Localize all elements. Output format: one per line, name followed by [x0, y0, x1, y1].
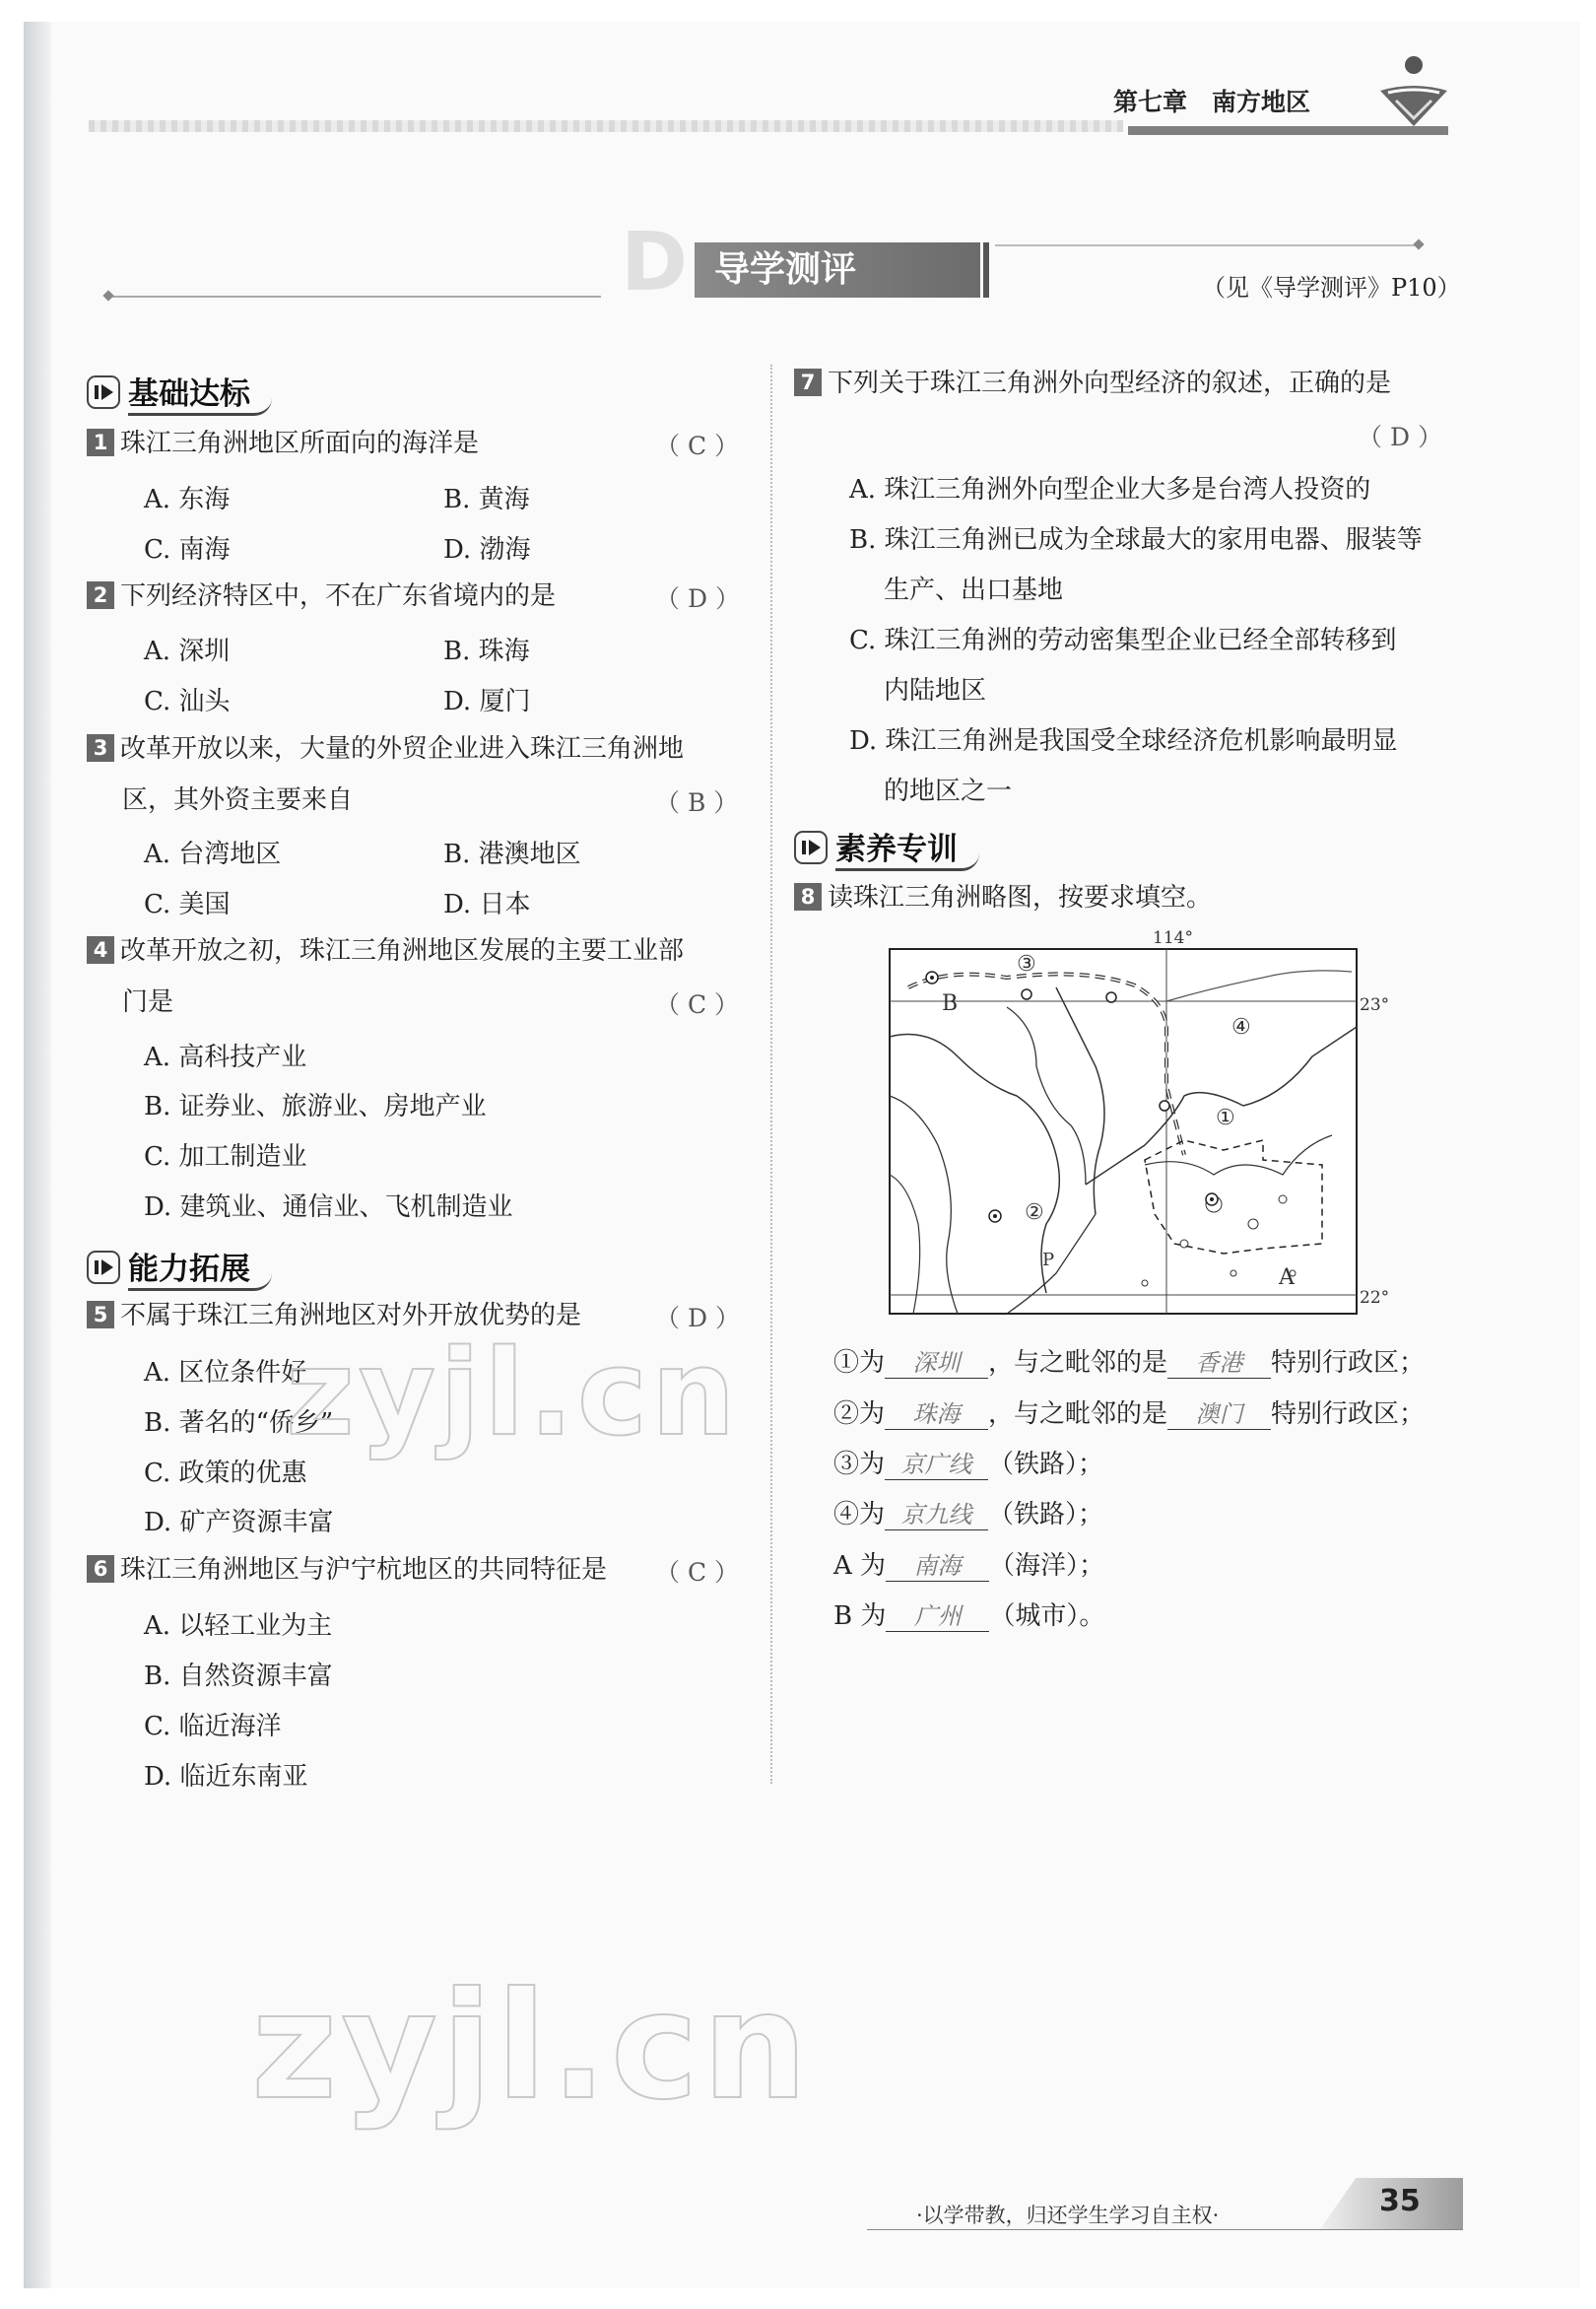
answer-4: （ C ）: [655, 990, 740, 1019]
fill-middle: ，与之毗邻的是: [988, 1399, 1168, 1429]
fill-suffix: （铁路）；: [988, 1500, 1104, 1529]
map-latitude-22-label: 22°: [1360, 1288, 1390, 1308]
option-7a: A. 珠江三角洲外向型企业大多是台湾人投资的: [849, 475, 1371, 505]
question-number: 5: [87, 1301, 114, 1328]
fill-row-1: [833, 1342, 1425, 1379]
fill-answer-jingjiu: 京九线: [885, 1495, 988, 1530]
map-longitude-label: 114°: [1153, 928, 1193, 948]
map-marker-2: ②: [1025, 1200, 1044, 1225]
section-basic-heading: [87, 369, 272, 416]
fill-suffix: （铁路）；: [988, 1450, 1104, 1479]
section-literacy-title: 素养专训: [835, 824, 979, 871]
map-drawing: [889, 948, 1358, 1315]
answer-6: （ C ）: [655, 1558, 740, 1587]
option-3b: B. 港澳地区: [443, 840, 581, 869]
option-4b: B. 证券业、旅游业、房地产业: [144, 1092, 487, 1121]
option-6b: B. 自然资源丰富: [144, 1662, 333, 1691]
question-number: 4: [87, 936, 114, 964]
banner-end-bar: [983, 242, 989, 298]
option-5d: D. 矿产资源丰富: [144, 1508, 334, 1537]
banner-reference: （见《导学测评》P10）: [1202, 274, 1461, 302]
fill-answer-macau: 澳门: [1167, 1394, 1271, 1430]
map-latitude-23-label: 23°: [1360, 995, 1390, 1015]
question-number: 6: [87, 1555, 114, 1583]
banner-right-line: [995, 244, 1419, 246]
map-marker-a: A: [1279, 1265, 1295, 1290]
question-stem: 珠江三角洲地区所面向的海洋是: [120, 429, 480, 458]
question-4: [87, 934, 684, 968]
fill-row-5: [833, 1545, 1104, 1582]
option-1c: C. 南海: [144, 535, 231, 565]
option-7b-cont: 生产、出口基地: [884, 576, 1064, 605]
fill-middle: ，与之毗邻的是: [988, 1348, 1168, 1378]
fill-answer-jingguang: 京广线: [885, 1445, 988, 1480]
column-divider: [770, 365, 772, 1784]
banner-d-mark: D: [621, 216, 689, 309]
section-literacy-heading: [794, 824, 979, 871]
question-7: [794, 367, 1391, 400]
option-6d: D. 临近东南亚: [144, 1762, 308, 1792]
question-stem: 读珠江三角洲略图，按要求填空。: [828, 883, 1213, 913]
fill-answer-hongkong: 香港: [1167, 1343, 1271, 1379]
option-2b: B. 珠海: [443, 637, 530, 666]
answer-2: （ D ）: [655, 584, 740, 613]
question-4-line2: 门是: [122, 987, 174, 1017]
option-2d: D. 厦门: [443, 687, 531, 716]
fill-suffix: 特别行政区；: [1271, 1348, 1426, 1378]
option-7b: B. 珠江三角洲已成为全球最大的家用电器、服装等: [849, 525, 1423, 555]
section-ability-title: 能力拓展: [128, 1244, 272, 1291]
section-ability-heading: [87, 1244, 272, 1291]
fill-prefix: ④为: [833, 1500, 886, 1529]
question-stem: 改革开放以来，大量的外贸企业进入珠江三角洲地: [120, 734, 685, 764]
answer-7: （ D ）: [1358, 423, 1442, 451]
footer-line: [867, 2229, 1463, 2230]
option-7c-cont: 内陆地区: [884, 676, 987, 706]
question-8: [794, 881, 1212, 915]
option-2a: A. 深圳: [144, 637, 231, 666]
question-1: [87, 427, 479, 460]
option-4d: D. 建筑业、通信业、飞机制造业: [144, 1192, 513, 1222]
option-1b: B. 黄海: [443, 485, 530, 514]
fill-row-6: [833, 1596, 1104, 1632]
answer-5: （ D ）: [655, 1304, 740, 1332]
question-number: 8: [794, 883, 822, 911]
fill-answer-zhuhai: 珠海: [885, 1394, 988, 1430]
question-number: 7: [794, 369, 822, 396]
question-6: [87, 1553, 607, 1587]
option-3d: D. 日本: [443, 890, 531, 919]
section-arrow-icon: [87, 1251, 120, 1284]
section-basic-title: 基础达标: [128, 369, 272, 416]
option-6c: C. 临近海洋: [144, 1712, 282, 1741]
fill-prefix: A 为: [833, 1551, 887, 1581]
question-number: 3: [87, 734, 114, 762]
question-3-line2: 区，其外资主要来自: [122, 785, 354, 815]
question-stem: 不属于珠江三角洲地区对外开放优势的是: [120, 1301, 582, 1330]
fill-prefix: ②为: [833, 1399, 886, 1429]
answer-1: （ C ）: [655, 432, 740, 460]
option-3a: A. 台湾地区: [144, 840, 282, 869]
question-number: 2: [87, 581, 114, 609]
fill-row-3: [833, 1444, 1103, 1480]
option-2c: C. 汕头: [144, 687, 231, 716]
fill-answer-shenzhen: 深圳: [885, 1343, 988, 1379]
answer-3: （ B ）: [655, 788, 739, 817]
question-stem: 下列经济特区中，不在广东省境内的是: [120, 581, 557, 611]
section-arrow-icon: [794, 831, 828, 864]
fill-prefix: ①为: [833, 1348, 886, 1378]
watermark-lower: zyjl.cn: [251, 1961, 812, 2133]
watermark-upper: zyjl.cn: [286, 1325, 740, 1462]
map-marker-p: P: [1042, 1250, 1055, 1270]
fill-answer-guangzhou: 广州: [886, 1596, 989, 1632]
map-marker-3: ③: [1017, 952, 1036, 977]
map-marker-b: B: [942, 991, 959, 1016]
fill-suffix: （城市）。: [989, 1601, 1105, 1631]
option-7d: D. 珠江三角洲是我国受全球经济危机影响最明显: [849, 726, 1398, 756]
map-marker-1: ①: [1216, 1106, 1235, 1130]
question-stem: 改革开放之初，珠江三角洲地区发展的主要工业部: [120, 936, 685, 966]
fill-answer-south-china-sea: 南海: [886, 1546, 989, 1582]
question-stem: 珠江三角洲地区与沪宁杭地区的共同特征是: [120, 1555, 608, 1585]
footer-slogan: ·以学带教，归还学生学习自主权·: [916, 2204, 1220, 2227]
option-4a: A. 高科技产业: [144, 1043, 307, 1072]
option-7c: C. 珠江三角洲的劳动密集型企业已经全部转移到: [849, 626, 1397, 655]
option-1d: D. 渤海: [443, 535, 531, 565]
section-arrow-icon: [87, 375, 120, 409]
fill-row-4: [833, 1494, 1103, 1530]
header-texture-bar: [89, 120, 1123, 132]
binding-shadow: [24, 22, 51, 2288]
chapter-title: 第七章 南方地区: [1113, 88, 1311, 116]
fill-suffix: （海洋）；: [989, 1551, 1105, 1581]
question-stem: 下列关于珠江三角洲外向型经济的叙述，正确的是: [828, 369, 1392, 398]
option-5a: A. 区位条件好: [144, 1358, 307, 1388]
question-number: 1: [87, 429, 114, 456]
option-4c: C. 加工制造业: [144, 1142, 307, 1172]
fill-prefix: ③为: [833, 1450, 886, 1479]
fill-row-2: [833, 1393, 1425, 1430]
page-number: 35: [1379, 2184, 1421, 2218]
fill-prefix: B 为: [833, 1601, 887, 1631]
map-marker-4: ④: [1231, 1015, 1251, 1040]
option-1a: A. 东海: [144, 485, 231, 514]
question-2: [87, 579, 556, 613]
option-5c: C. 政策的优惠: [144, 1459, 307, 1488]
option-6a: A. 以轻工业为主: [144, 1611, 333, 1641]
banner-title: 导学测评: [695, 242, 980, 298]
option-3c: C. 美国: [144, 890, 231, 919]
question-3: [87, 732, 684, 766]
fill-suffix: 特别行政区；: [1271, 1399, 1426, 1429]
banner-left-line: [108, 296, 601, 298]
option-7d-cont: 的地区之一: [884, 777, 1013, 806]
reader-logo-icon: [1374, 51, 1453, 130]
option-5b: B. 著名的“侨乡”: [144, 1408, 334, 1438]
